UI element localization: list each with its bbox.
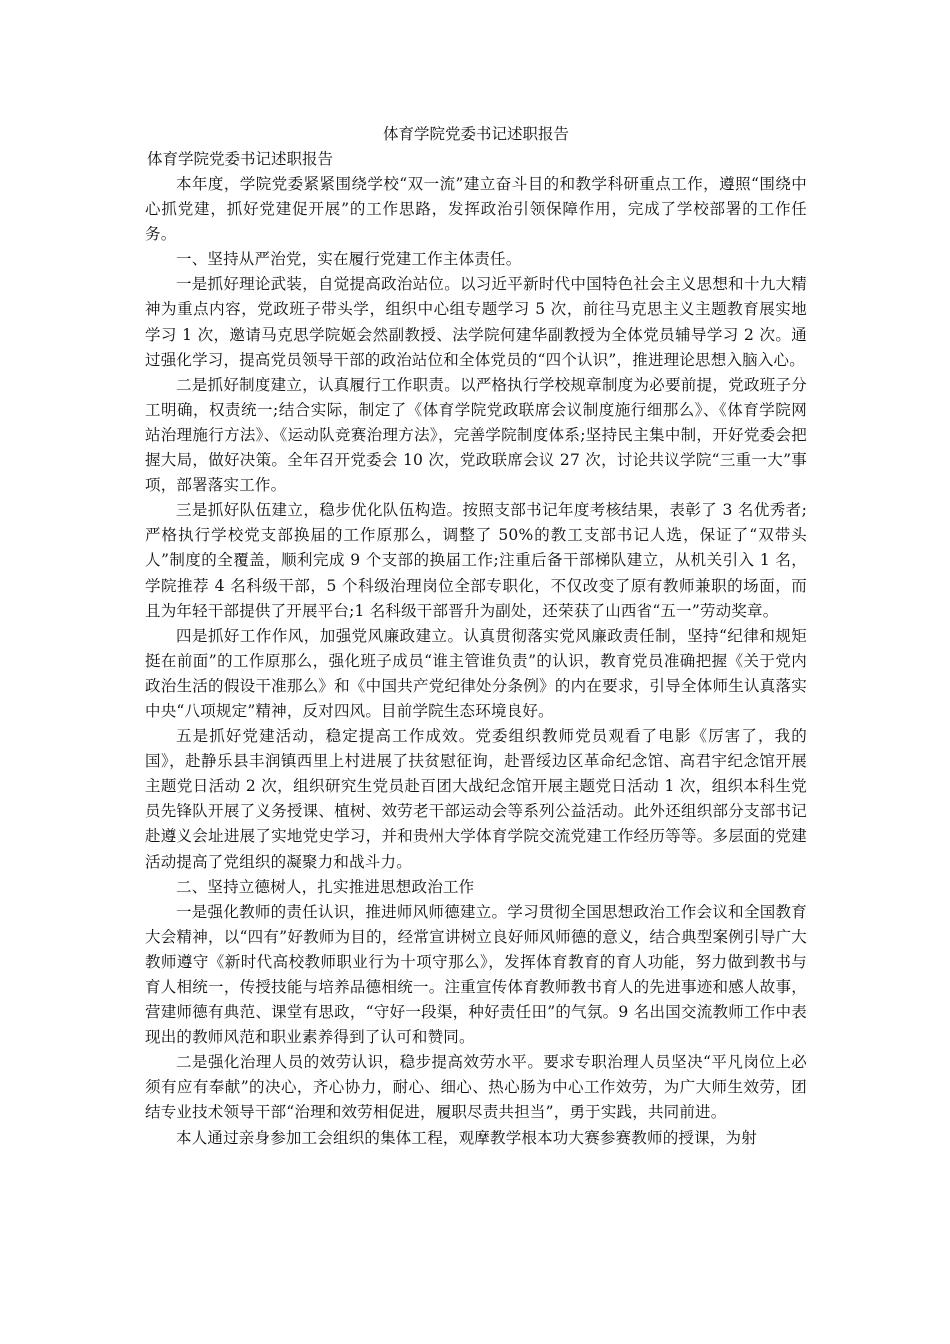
paragraph-teachers: 一是强化教师的责任认识，推进师风师德建立。学习贯彻全国思想政治工作会议和全国教育大会精神，以“四有”好教师为目的，经常宣讲树立良好师风师德的意义，结合典型案例引导广大教师遵守《新时代高校教师职业行为十项守那么》，发挥体育教育的育人功能，努力做到教书与育人相统一，传授技能与培养品德相统一。注重宣传体育教师教书育人的先进事迹和感人故事，营建师德有典范、课堂有思政，“守好一段渠，种好责任田”的气氛。9 名出国交流教师工作中表现出的教师风范和职业素养得到了认可和赞同。 — [145, 902, 807, 1047]
document-page — [145, 122, 807, 1151]
paragraph-intro: 本年度，学院党委紧紧围绕学校“双一流”建立奋斗目的和教学科研重点工作，遵照“围绕中心抓党建，抓好党建促开展”的工作思路，发挥政治引领保障作用，完成了学校部署的工作任务。 — [145, 175, 807, 244]
section-heading-1: 一、坚持从严治党，实在履行党建工作主体责任。 — [176, 250, 522, 269]
paragraph-theory: 一是抓好理论武装，自觉提高政治站位。以习近平新时代中国特色社会主义思想和十九大精神为重点内容，党政班子带头学，组织中心组专题学习 5 次，前往马克思主义主题教育展实地学习 1 次，邀请马克思学院姬会然副教授、法学院何建华副教授为全体党员辅导学习 2 次。通过强化学习，提高党员领导干部的政治站位和全体党员的“四个认识”，推进理论思想入脑入心。 — [145, 275, 807, 369]
document-title: 体育学院党委书记述职报告 — [382, 125, 569, 143]
paragraph-staff: 二是强化治理人员的效劳认识，稳步提高效劳水平。要求专职治理人员坚决“平凡岗位上必须有应有奉献”的决心，齐心协力，耐心、细心、热心肠为中心工作效劳，为广大师生效劳，团结专业技术领导干部“治理和效劳相促进，履职尽责共担当”，勇于实践，共同前进。 — [145, 1053, 807, 1122]
paragraph-style: 四是抓好工作作风，加强党风廉政建立。认真贯彻落实党风廉政责任制，坚持“纪律和规矩挺在前面”的工作原那么，强化班子成员“谁主管谁负责”的认识，教育党员准确把握《关于党内政治生活的假设干准那么》和《中国共产党纪律处分条例》的内在要求，引导全体师生认真落实中央“八项规定”精神，反对四风。目前学院生态环境良好。 — [145, 626, 807, 720]
document-subtitle: 体育学院党委书记述职报告 — [147, 150, 334, 168]
paragraph-system: 二是抓好制度建立，认真履行工作职责。以严格执行学校规章制度为必要前提，党政班子分工明确，权责统一;结合实际，制定了《体育学院党政联席会议制度施行细那么》、《体育学院网站治理施行方法》、《运动队竞赛治理方法》，完善学院制度体系;坚持民主集中制，开好党委会把握大局，做好决策。全年召开党委会 10 次，党政联席会议 27 次，讨论共议学院“三重一大”事项，部署落实工作。 — [145, 375, 807, 495]
section-heading-2: 二、坚持立德树人，扎实推进思想政治工作 — [176, 877, 475, 896]
paragraph-personal: 本人通过亲身参加工会组织的集体工程，观摩教学根本功大赛参赛教师的授课，为射 — [176, 1128, 757, 1147]
paragraph-activities: 五是抓好党建活动，稳定提高工作成效。党委组织教师党员观看了电影《厉害了，我的国》，赴静乐县丰润镇西里上村进展了扶贫慰征询，赴晋绥边区革命纪念馆、高君宇纪念馆开展主题党日活动 2 次，组织研究生党员赴百团大战纪念馆开展主题党日活动 1 次，组织本科生党员先锋队开展了义务授课、植树、效劳老干部运动会等系列公益活动。此外还组织部分支部书记赴遵义会址进展了实地党史学习，并和贵州大学体育学院交流党建工作经历等等。多层面的党建活动提高了党组织的凝聚力和战斗力。 — [145, 727, 807, 871]
paragraph-team: 三是抓好队伍建立，稳步优化队伍构造。按照支部书记年度考核结果，表彰了 3 名优秀者;严格执行学校党支部换届的工作原那么，调整了 50%的教工支部书记人选，保证了“双带头人”制度的全覆盖，顺利完成 9 个支部的换届工作;注重后备干部梯队建立，从机关引入 1 名，学院推荐 4 名科级干部，5 个科级治理岗位全部专职化，不仅改变了原有教师兼职的场面，而且为年轻干部提供了开展平台;1 名科级干部晋升为副处，还荣获了山西省“五一”劳动奖章。 — [145, 501, 807, 620]
